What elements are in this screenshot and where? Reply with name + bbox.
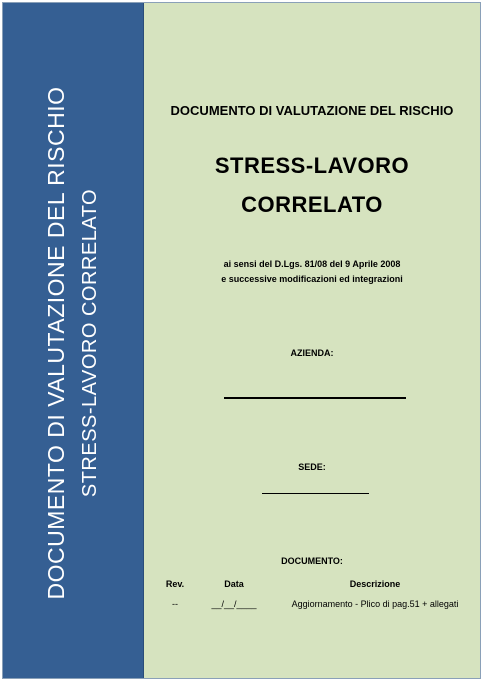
row-rev: -- — [172, 599, 178, 609]
azienda-blank-line — [224, 397, 406, 399]
legal-reference: ai sensi del D.Lgs. 81/08 del 9 Aprile 2008 — [223, 259, 401, 269]
title-line-1: STRESS-LAVORO — [214, 153, 410, 178]
title-line-2: CORRELATO — [241, 192, 383, 217]
sidebar-subtitle: STRESS-LAVORO CORRELATO — [79, 188, 101, 498]
header-data: Data — [224, 579, 244, 589]
documento-label: DOCUMENTO: — [281, 556, 343, 566]
header-descrizione: Descrizione — [349, 579, 401, 589]
header-rev: Rev. — [165, 579, 185, 589]
revision-table-header — [144, 579, 480, 593]
row-data: __/__/____ — [211, 599, 257, 609]
document-page — [2, 2, 481, 679]
legal-reference-continued: e successive modificazioni ed integrazioni — [221, 274, 403, 284]
sede-label: SEDE: — [298, 462, 326, 472]
document-heading: DOCUMENTO DI VALUTAZIONE DEL RISCHIO — [170, 103, 454, 118]
row-descrizione: Aggiornamento - Plico di pag.51 + allegati — [291, 599, 459, 609]
table-row — [144, 599, 480, 613]
cover-content — [144, 3, 480, 678]
sidebar-band — [3, 3, 144, 678]
sidebar-vertical-text — [3, 23, 143, 663]
azienda-label: AZIENDA: — [290, 348, 334, 358]
sidebar-title: DOCUMENTO DI VALUTAZIONE DEL RISCHIO — [43, 86, 69, 600]
sede-blank-line — [262, 493, 369, 494]
